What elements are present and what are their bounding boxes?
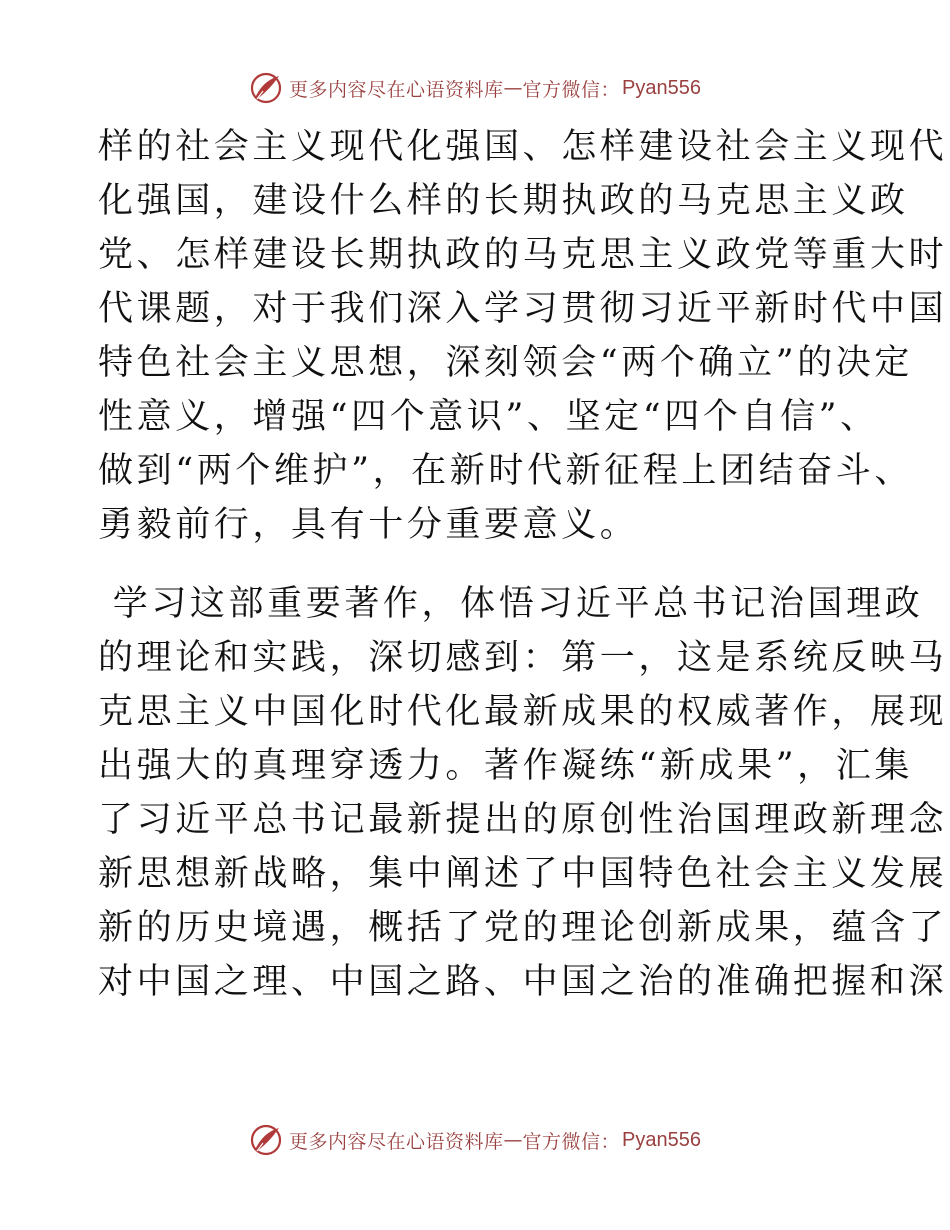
text-line: 化强国，建设什么样的长期执政的马克思主义政 <box>98 181 909 221</box>
document-body <box>98 120 948 1009</box>
footer-banner-separator: — <box>503 1129 523 1151</box>
paragraph-2 <box>98 577 948 1009</box>
header-banner-separator: — <box>503 77 523 99</box>
header-wechat-id: Pyan556 <box>622 76 701 99</box>
footer-wechat-label: 官方微信： <box>522 1130 621 1153</box>
text-line: 的理论和实践，深切感到：第一，这是系统反映马 <box>98 638 948 678</box>
text-line: 对中国之理、中国之路、中国之治的准确把握和深 <box>98 962 948 1002</box>
paragraph-gap <box>98 552 858 577</box>
text-line: 新的历史境遇，概括了党的理论创新成果，蕴含了 <box>98 908 948 948</box>
pen-nib-logo-icon <box>249 1123 283 1157</box>
header-wechat-label: 官方微信： <box>522 78 621 101</box>
paragraph-1 <box>98 120 948 552</box>
text-line: 新思想新战略，集中阐述了中国特色社会主义发展 <box>98 854 948 894</box>
header-banner <box>0 68 950 108</box>
text-line: 党、怎样建设长期执政的马克思主义政党等重大时 <box>98 235 948 275</box>
text-line: 学习这部重要著作，体悟习近平总书记治国理政 <box>98 584 924 624</box>
text-line: 性意义，增强“四个意识”、坚定“四个自信”、 <box>98 397 879 437</box>
text-line: 代课题，对于我们深入学习贯彻习近平新时代中国 <box>98 289 948 329</box>
text-line: 特色社会主义思想，深刻领会“两个确立”的决定 <box>98 343 913 383</box>
header-banner-text: 更多内容尽在心语资料库 <box>289 78 504 101</box>
text-line: 克思主义中国化时代化最新成果的权威著作，展现 <box>98 692 948 732</box>
pen-nib-logo-icon <box>249 71 283 105</box>
footer-banner <box>0 1120 950 1160</box>
text-line: 做到“两个维护”，在新时代新征程上团结奋斗、 <box>98 451 913 491</box>
text-line: 出强大的真理穿透力。著作凝练“新成果”，汇集 <box>98 746 913 786</box>
text-line: 样的社会主义现代化强国、怎样建设社会主义现代 <box>98 127 948 167</box>
text-line: 勇毅前行，具有十分重要意义。 <box>98 505 639 545</box>
footer-wechat-id: Pyan556 <box>622 1128 701 1151</box>
footer-banner-text: 更多内容尽在心语资料库 <box>289 1130 504 1153</box>
text-line: 了习近平总书记最新提出的原创性治国理政新理念 <box>98 800 948 840</box>
